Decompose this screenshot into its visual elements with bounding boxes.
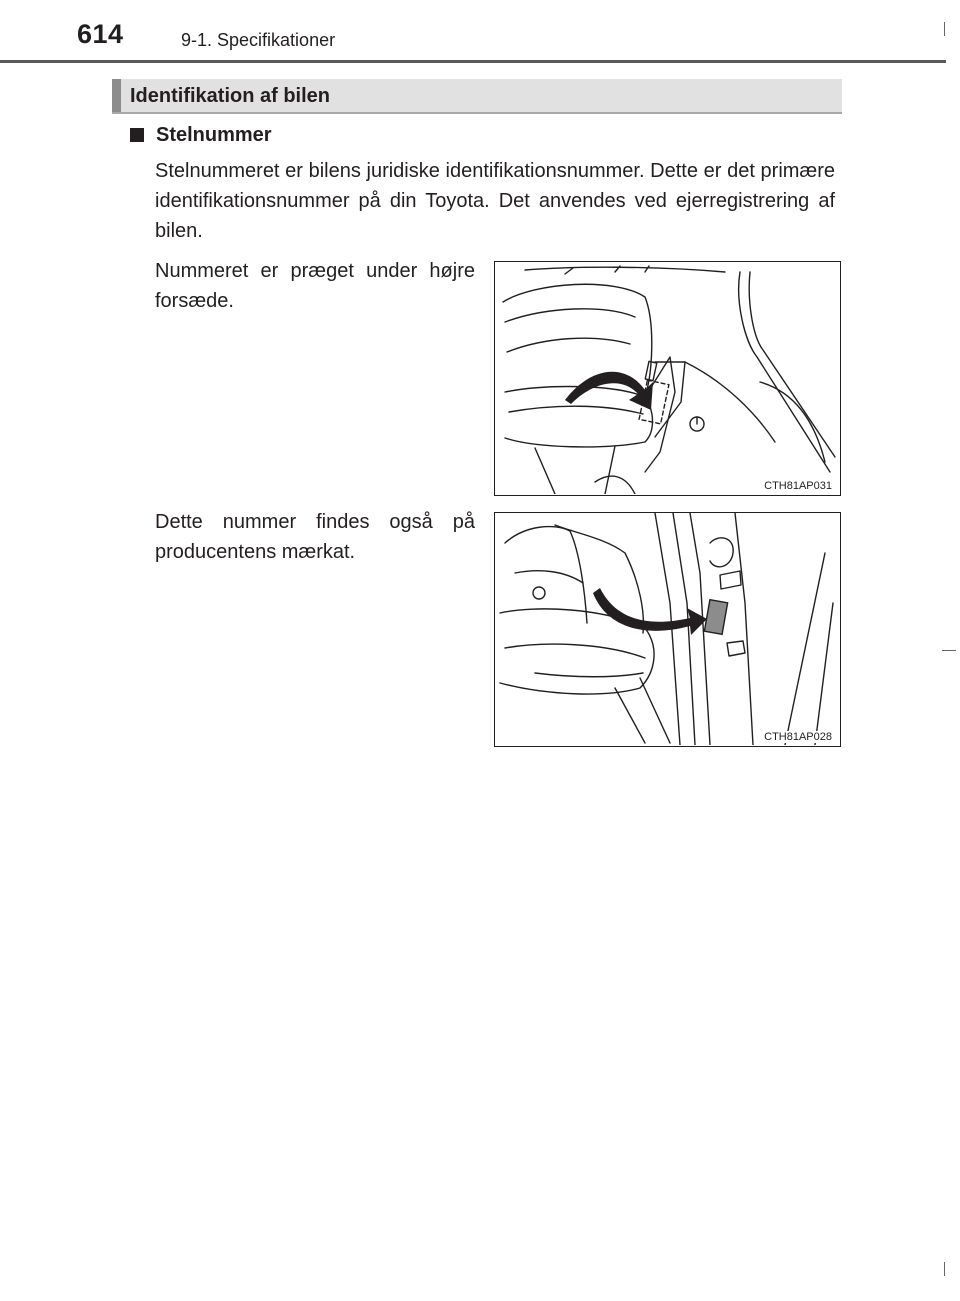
intro-paragraph: Stelnummeret er bilens juridiske identifikationsnummer. Dette er det primære identifikationsnummer på din Toyota. Det anvendes ved ejerregistrering af bilen. [155,160,835,242]
crop-mark-bottom [944,1262,945,1276]
page-number: 614 [77,19,124,49]
pointer-arrow-icon [593,588,707,635]
seat-floor-illustration [495,262,839,494]
figure-2-code: CTH81AP028 [764,731,832,743]
crop-mark-top [944,22,945,36]
square-bullet-icon [130,128,144,142]
subsection-heading-text: Stelnummer [156,124,272,146]
crop-mark-middle [942,650,956,651]
item-2-text: Dette nummer findes også på producentens mærkat. [155,511,475,563]
figure-manufacturer-label [494,512,841,747]
figure-vin-under-seat [494,261,841,496]
door-pillar-illustration [495,513,839,745]
section-title-box [112,79,842,114]
header-divider [0,60,946,63]
section-title-accent [112,79,121,112]
pointer-arrow-icon [565,372,653,410]
label-plate [704,600,727,635]
item-1-text: Nummeret er præget under højre forsæde. [155,260,475,312]
figure-1-code: CTH81AP031 [764,480,832,492]
section-reference: 9-1. Specifikationer [181,30,336,50]
section-title: Identifikation af bilen [130,85,331,107]
subsection-heading [130,124,272,147]
